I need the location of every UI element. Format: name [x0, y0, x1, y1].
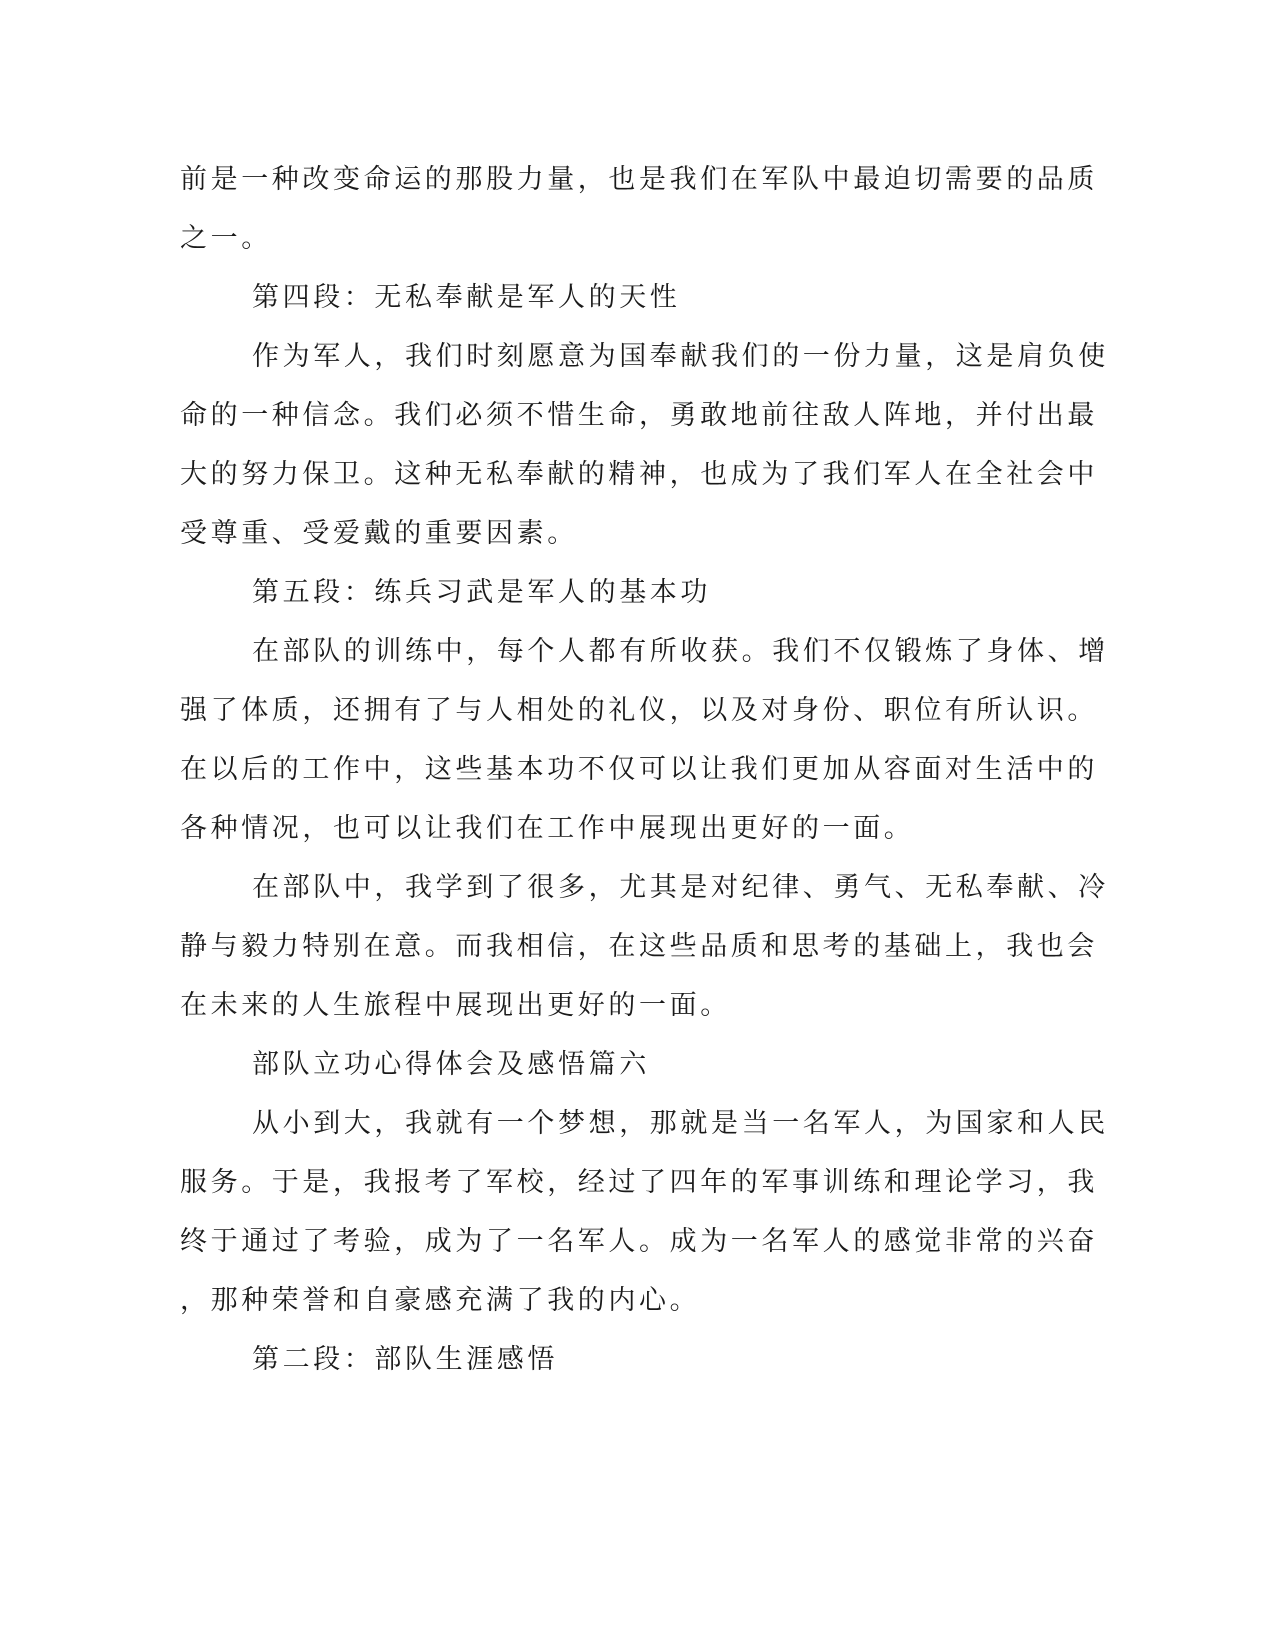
text-line: 前是一种改变命运的那股力量，也是我们在军队中最迫切需要的品质: [180, 164, 1098, 195]
paragraph-first-line: 作为军人，我们时刻愿意为国奉献我们的一份力量，这是肩负使: [252, 341, 1109, 372]
paragraph-first-line: 在部队中，我学到了很多，尤其是对纪律、勇气、无私奉献、冷: [252, 872, 1109, 903]
text-line: 在以后的工作中，这些基本功不仅可以让我们更加从容面对生活中的: [180, 754, 1098, 785]
text-line: 受尊重、受爱戴的重要因素。: [180, 518, 578, 549]
section-heading: 第二段：部队生涯感悟: [252, 1344, 558, 1375]
text-line: 在未来的人生旅程中展现出更好的一面。: [180, 990, 731, 1021]
section-title: 部队立功心得体会及感悟篇六: [252, 1049, 650, 1080]
paragraph-first-line: 在部队的训练中，每个人都有所收获。我们不仅锻炼了身体、增: [252, 636, 1109, 667]
text-line: 终于通过了考验，成为了一名军人。成为一名军人的感觉非常的兴奋: [180, 1226, 1098, 1257]
text-line: 静与毅力特别在意。而我相信，在这些品质和思考的基础上，我也会: [180, 931, 1098, 962]
section-heading: 第四段：无私奉献是军人的天性: [252, 282, 681, 313]
text-line: ，那种荣誉和自豪感充满了我的内心。: [180, 1285, 701, 1316]
text-line: 强了体质，还拥有了与人相处的礼仪，以及对身份、职位有所认识。: [180, 695, 1098, 726]
text-line: 命的一种信念。我们必须不惜生命，勇敢地前往敌人阵地，并付出最: [180, 400, 1098, 431]
text-line: 服务。于是，我报考了军校，经过了四年的军事训练和理论学习，我: [180, 1167, 1098, 1198]
section-heading: 第五段：练兵习武是军人的基本功: [252, 577, 711, 608]
text-line: 大的努力保卫。这种无私奉献的精神，也成为了我们军人在全社会中: [180, 459, 1098, 490]
text-line: 之一。: [180, 223, 272, 254]
document-body: [180, 150, 1109, 1389]
paragraph-first-line: 从小到大，我就有一个梦想，那就是当一名军人，为国家和人民: [252, 1108, 1109, 1139]
text-line: 各种情况，也可以让我们在工作中展现出更好的一面。: [180, 813, 915, 844]
